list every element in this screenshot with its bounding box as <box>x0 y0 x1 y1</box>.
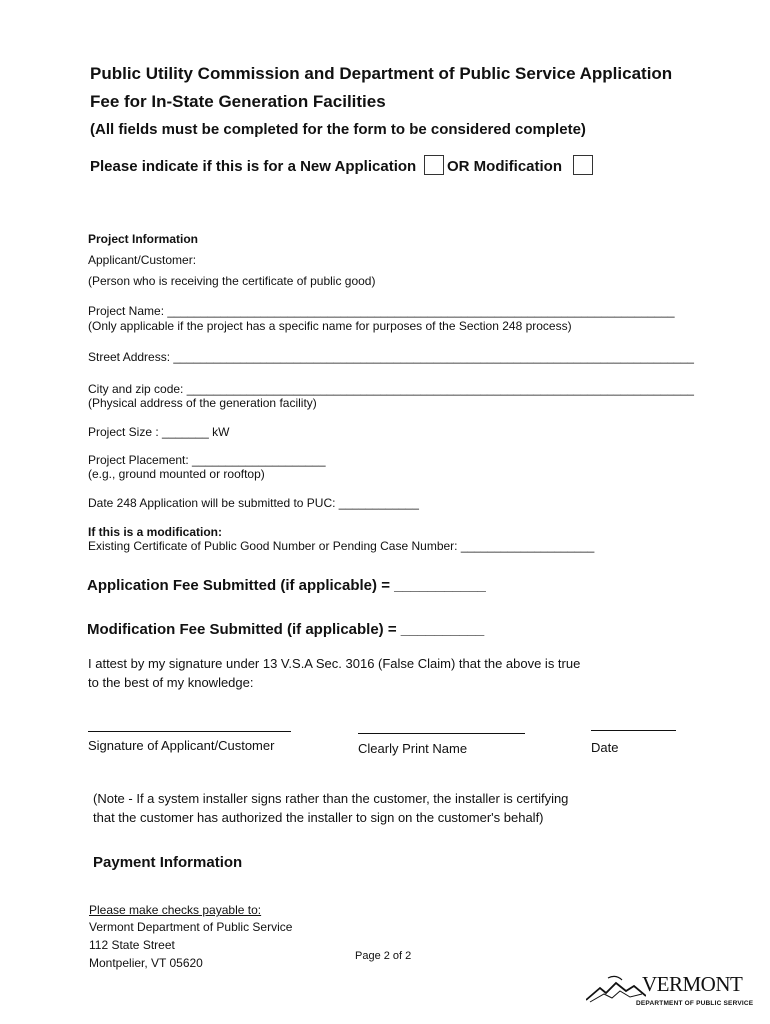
applicant-note: (Person who is receiving the certificate of public good) <box>88 274 376 288</box>
signature-line[interactable] <box>88 731 291 732</box>
project-placement-note: (e.g., ground mounted or rooftop) <box>88 467 265 481</box>
street-address-field[interactable]: Street Address: ______________________________________________________________________________ <box>88 350 694 364</box>
payee-city: Montpelier, VT 05620 <box>89 956 203 970</box>
city-zip-note: (Physical address of the generation facility) <box>88 396 317 410</box>
print-name-line[interactable] <box>358 733 525 734</box>
application-fee-field[interactable]: Application Fee Submitted (if applicable) = ___________ <box>87 577 486 594</box>
project-placement-field[interactable]: Project Placement: ____________________ <box>88 453 326 467</box>
payee-street: 112 State Street <box>89 938 175 952</box>
checks-payable-label: Please make checks payable to: <box>89 903 262 917</box>
date-248-field[interactable]: Date 248 Application will be submitted to PUC: ____________ <box>88 496 419 510</box>
print-name-label: Clearly Print Name <box>358 741 468 756</box>
project-name-note: (Only applicable if the project has a specific name for purposes of the Section 248 process) <box>88 319 572 333</box>
attest-line2: to the best of my knowledge: <box>88 675 254 690</box>
payee-name: Vermont Department of Public Service <box>89 920 293 934</box>
logo-subtitle: DEPARTMENT OF PUBLIC SERVICE <box>636 1000 754 1007</box>
modification-fee-field[interactable]: Modification Fee Submitted (if applicable) = __________ <box>87 621 485 638</box>
attest-line1: I attest by my signature under 13 V.S.A Sec. 3016 (False Claim) that the above is true <box>88 656 581 671</box>
payment-heading: Payment Information <box>93 854 243 871</box>
project-name-field[interactable]: Project Name: ____________________________________________________________________________ <box>88 304 675 318</box>
page-number: Page 2 of 2 <box>355 950 412 962</box>
project-size-field[interactable]: Project Size : _______ kW <box>88 425 230 439</box>
completion-note: (All fields must be completed for the form to be considered complete) <box>90 121 586 138</box>
modification-checkbox[interactable] <box>573 155 593 175</box>
applicant-field[interactable]: Applicant/Customer: <box>88 253 197 267</box>
modification-label: OR Modification <box>447 158 562 175</box>
installer-note-line1: (Note - If a system installer signs rather than the customer, the installer is certifying <box>93 791 569 806</box>
logo-wordmark: VERMONT <box>642 972 743 996</box>
city-zip-field[interactable]: City and zip code: ____________________________________________________________________________ <box>88 382 694 396</box>
form-title-line1: Public Utility Commission and Department of Public Service Application <box>90 64 673 83</box>
installer-note-line2: that the customer has authorized the installer to sign on the customer's behalf) <box>93 810 544 825</box>
signature-label: Signature of Applicant/Customer <box>88 738 275 753</box>
new-application-label: Please indicate if this is for a New Application <box>90 158 417 175</box>
form-title-line2: Fee for In-State Generation Facilities <box>90 92 386 111</box>
date-line[interactable] <box>591 730 676 731</box>
date-label: Date <box>591 740 619 755</box>
modification-heading: If this is a modification: <box>88 525 223 539</box>
project-info-heading: Project Information <box>88 232 199 246</box>
vermont-dps-logo <box>586 972 754 1012</box>
existing-certificate-field[interactable]: Existing Certificate of Public Good Number or Pending Case Number: ____________________ <box>88 539 595 553</box>
new-application-checkbox[interactable] <box>424 155 444 175</box>
